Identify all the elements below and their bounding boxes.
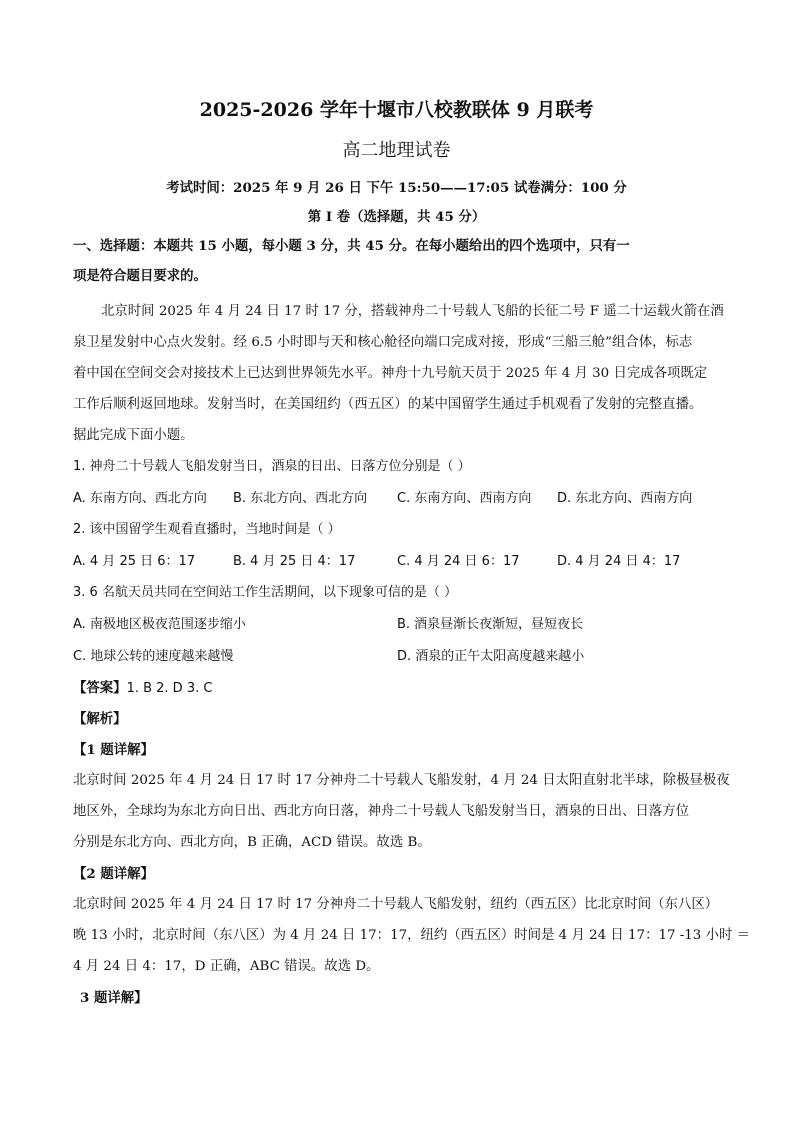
detail-2-line-3: 4 月 24 日 4：17，D 正确，ABC 错误。故选 D。 xyxy=(73,959,380,974)
passage-line-1: 北京时间 2025 年 4 月 24 日 17 时 17 分，搭载神舟二十号载人飞船的长征二号 F 遥二十运载火箭在酒 xyxy=(101,304,724,319)
question-3-option-b: B. 酒泉昼渐长夜渐短，昼短夜长 xyxy=(397,617,584,632)
section-instructions-line-1: 一、选择题：本题共 15 小题，每小题 3 分，共 45 分。在每小题给出的四个选项中，只有一 xyxy=(73,238,630,254)
question-1-option-c: C. 东南方向、西南方向 xyxy=(397,491,532,506)
question-2-stem: 2. 该中国留学生观看直播时，当地时间是（ ） xyxy=(73,522,341,537)
exam-title: 2025-2026 学年十堰市八校教联体 9 月联考 xyxy=(199,99,594,121)
question-1-option-b: B. 东北方向、西北方向 xyxy=(233,491,368,506)
detail-1-line-2: 地区外，全球均为东北方向日出、西北方向日落，神舟二十号载人飞船发射当日，酒泉的日出、日落方位 xyxy=(73,804,689,819)
question-3-option-d: D. 酒泉的正午太阳高度越来越小 xyxy=(397,649,585,664)
volume-heading: 第 I 卷（选择题，共 45 分） xyxy=(307,209,486,225)
detail-1-line-3: 分别是东北方向、西北方向，B 正确，ACD 错误。故选 B。 xyxy=(73,835,431,850)
question-3-option-c: C. 地球公转的速度越来越慢 xyxy=(73,649,234,664)
question-2-option-b: B. 4 月 25 日 4：17 xyxy=(233,554,356,569)
passage-line-5: 据此完成下面小题。 xyxy=(73,428,194,443)
answer-label: 【答案】 xyxy=(73,680,127,696)
detail-2-line-1: 北京时间 2025 年 4 月 24 日 17 时 17 分神舟二十号载人飞船发射，纽约（西五区）比北京时间（东八区） xyxy=(73,897,719,912)
question-1-option-d: D. 东北方向、西南方向 xyxy=(557,491,693,506)
exam-info: 考试时间：2025 年 9 月 26 日 下午 15:50——17:05 试卷满分：100 分 xyxy=(166,180,627,196)
passage-line-3: 着中国在空间交会对接技术上已达到世界领先水平。神舟十九号航天员于 2025 年 4 月 30 日完成各项既定 xyxy=(73,366,708,381)
question-1-stem: 1. 神舟二十号载人飞船发射当日，酒泉的日出、日落方位分别是（ ） xyxy=(73,459,471,474)
passage-line-4: 工作后顺利返回地球。发射当时，在美国纽约（西五区）的某中国留学生通过手机观看了发射的完整直播。 xyxy=(73,397,703,412)
detail-1-line-1: 北京时间 2025 年 4 月 24 日 17 时 17 分神舟二十号载人飞船发射，4 月 24 日太阳直射北半球，除极昼极夜 xyxy=(73,773,730,788)
answer-text: 1. B 2. D 3. C xyxy=(126,681,213,696)
question-3-stem: 3. 6 名航天员共同在空间站工作生活期间，以下现象可信的是（ ） xyxy=(73,585,458,600)
question-1-option-a: A. 东南方向、西北方向 xyxy=(73,491,207,506)
question-2-option-c: C. 4 月 24 日 6：17 xyxy=(397,554,520,569)
question-2-option-a: A. 4 月 25 日 6：17 xyxy=(73,554,196,569)
analysis-label: 【解析】 xyxy=(73,711,127,727)
question-3-option-a: A. 南极地区极夜范围逐步缩小 xyxy=(73,617,246,632)
detail-1-label: 【1 题详解】 xyxy=(73,742,154,758)
section-instructions-line-2: 项是符合题目要求的。 xyxy=(73,268,207,284)
detail-2-label: 【2 题详解】 xyxy=(73,866,154,882)
exam-subtitle: 高二地理试卷 xyxy=(342,140,451,161)
detail-2-line-2: 晚 13 小时，北京时间（东八区）为 4 月 24 日 17：17，纽约（西五区）时间是 4 月 24 日 17：17 -13 小时 ＝ xyxy=(73,928,751,943)
detail-3-label: 3 题详解】 xyxy=(80,990,148,1006)
passage-line-2: 泉卫星发射中心点火发射。经 6.5 小时即与天和核心舱径向端口完成对接，形成“三船三舱”组合体，标志 xyxy=(73,335,693,350)
answer-line xyxy=(73,678,721,699)
question-2-option-d: D. 4 月 24 日 4：17 xyxy=(557,554,681,569)
